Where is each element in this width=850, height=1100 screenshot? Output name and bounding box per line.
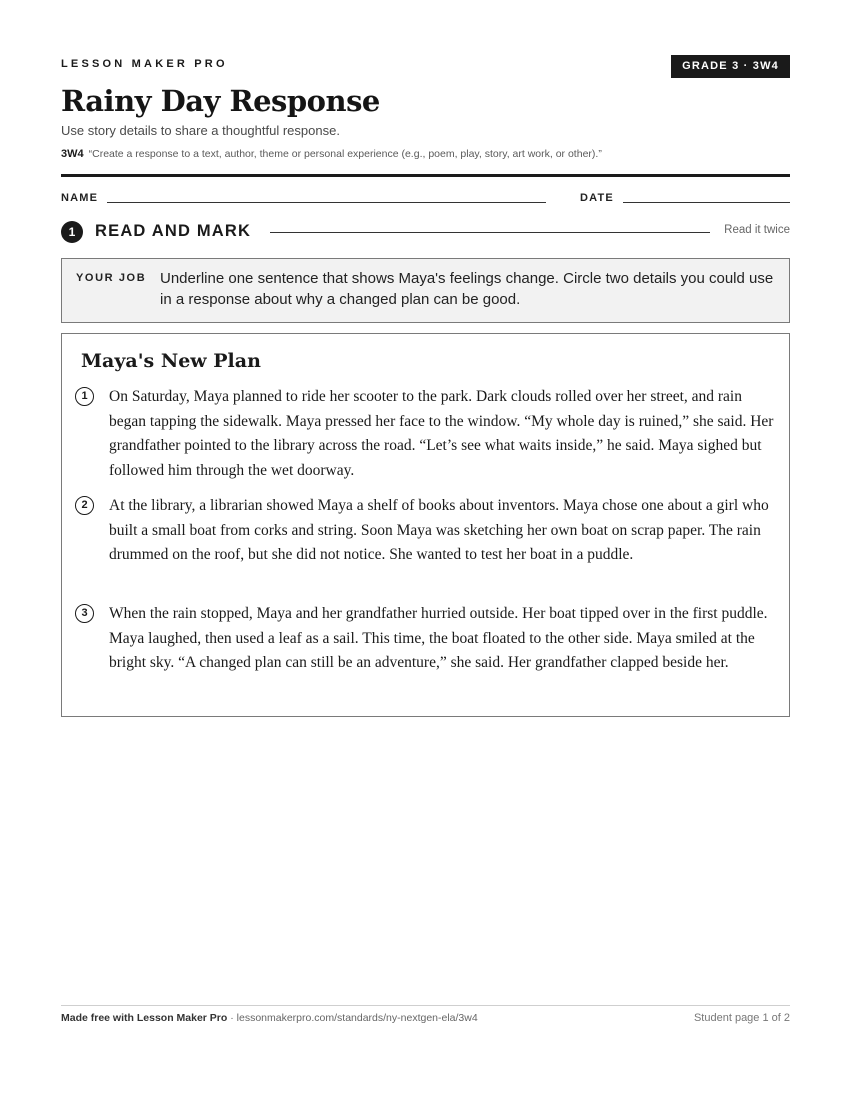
date-field-line[interactable] (623, 202, 790, 203)
standard-line (61, 148, 602, 160)
step-title: READ AND MARK (95, 222, 252, 240)
your-job-instructions: Underline one sentence that shows Maya's feelings change. Circle two details you could use in a response about why a changed plan can be good. (160, 270, 774, 308)
paragraph-number: 1 (75, 387, 94, 406)
story-passage (61, 333, 790, 717)
grade-badge: GRADE 3 · 3W4 (671, 55, 790, 78)
your-job-label: YOUR JOB (76, 272, 147, 284)
paragraph-number: 2 (75, 496, 94, 515)
step-number-badge: 1 (61, 221, 83, 243)
footer-divider (61, 1005, 790, 1006)
standard-code: 3W4 (61, 148, 84, 160)
header-divider (61, 174, 790, 177)
story-paragraph (81, 602, 774, 676)
name-field-line[interactable] (107, 202, 546, 203)
paragraph-text: When the rain stopped, Maya and her grandfather hurried outside. Her boat tipped over in the first puddle. Maya laughed, then used a leaf as a sail. This time, the boat floated to the other side. Maya smiled at the bright sky. “A changed plan can still be an adventure,” she said. Her grandfather clapped beside her. (109, 605, 768, 671)
footer-page-number: Student page 1 of 2 (693, 1012, 790, 1024)
name-label: NAME (61, 192, 99, 204)
page-subtitle: Use story details to share a thoughtful response. (61, 123, 340, 138)
footer-made-with: Made free with Lesson Maker Pro (61, 1012, 228, 1024)
story-paragraph (81, 385, 774, 483)
footer-credit (61, 1012, 478, 1024)
date-label: DATE (580, 192, 614, 204)
worksheet-page (61, 0, 790, 1100)
page-title: Rainy Day Response (61, 84, 380, 118)
standard-text: “Create a response to a text, author, theme or personal experience (e.g., poem, play, story, art work, or other).” (88, 148, 602, 160)
step-divider (270, 232, 710, 233)
step-note: Read it twice (724, 224, 790, 236)
paragraph-number: 3 (75, 604, 94, 623)
your-job-box (61, 258, 790, 323)
story-paragraph (81, 494, 774, 568)
brand-name: LESSON MAKER PRO (61, 58, 228, 70)
footer-url[interactable]: lessonmakerpro.com/standards/ny-nextgen-ela/3w4 (236, 1012, 478, 1024)
story-title: Maya's New Plan (81, 350, 261, 372)
paragraph-text: On Saturday, Maya planned to ride her scooter to the park. Dark clouds rolled over her street, and rain began tapping the sidewalk. Maya pressed her face to the window. “My whole day is ruined,” she said. Her grandfather pointed to the library across the road. “Let’s see what waits inside,” he said. Maya sighed but followed him through the wet doorway. (109, 388, 774, 479)
paragraph-text: At the library, a librarian showed Maya a shelf of books about inventors. Maya chose one about a girl who built a small boat from corks and string. Soon Maya was sketching her own boat on scrap paper. The rain drummed on the roof, but she did not notice. She wanted to test her boat in a puddle. (109, 497, 769, 563)
footer-separator: · (227, 1012, 237, 1024)
